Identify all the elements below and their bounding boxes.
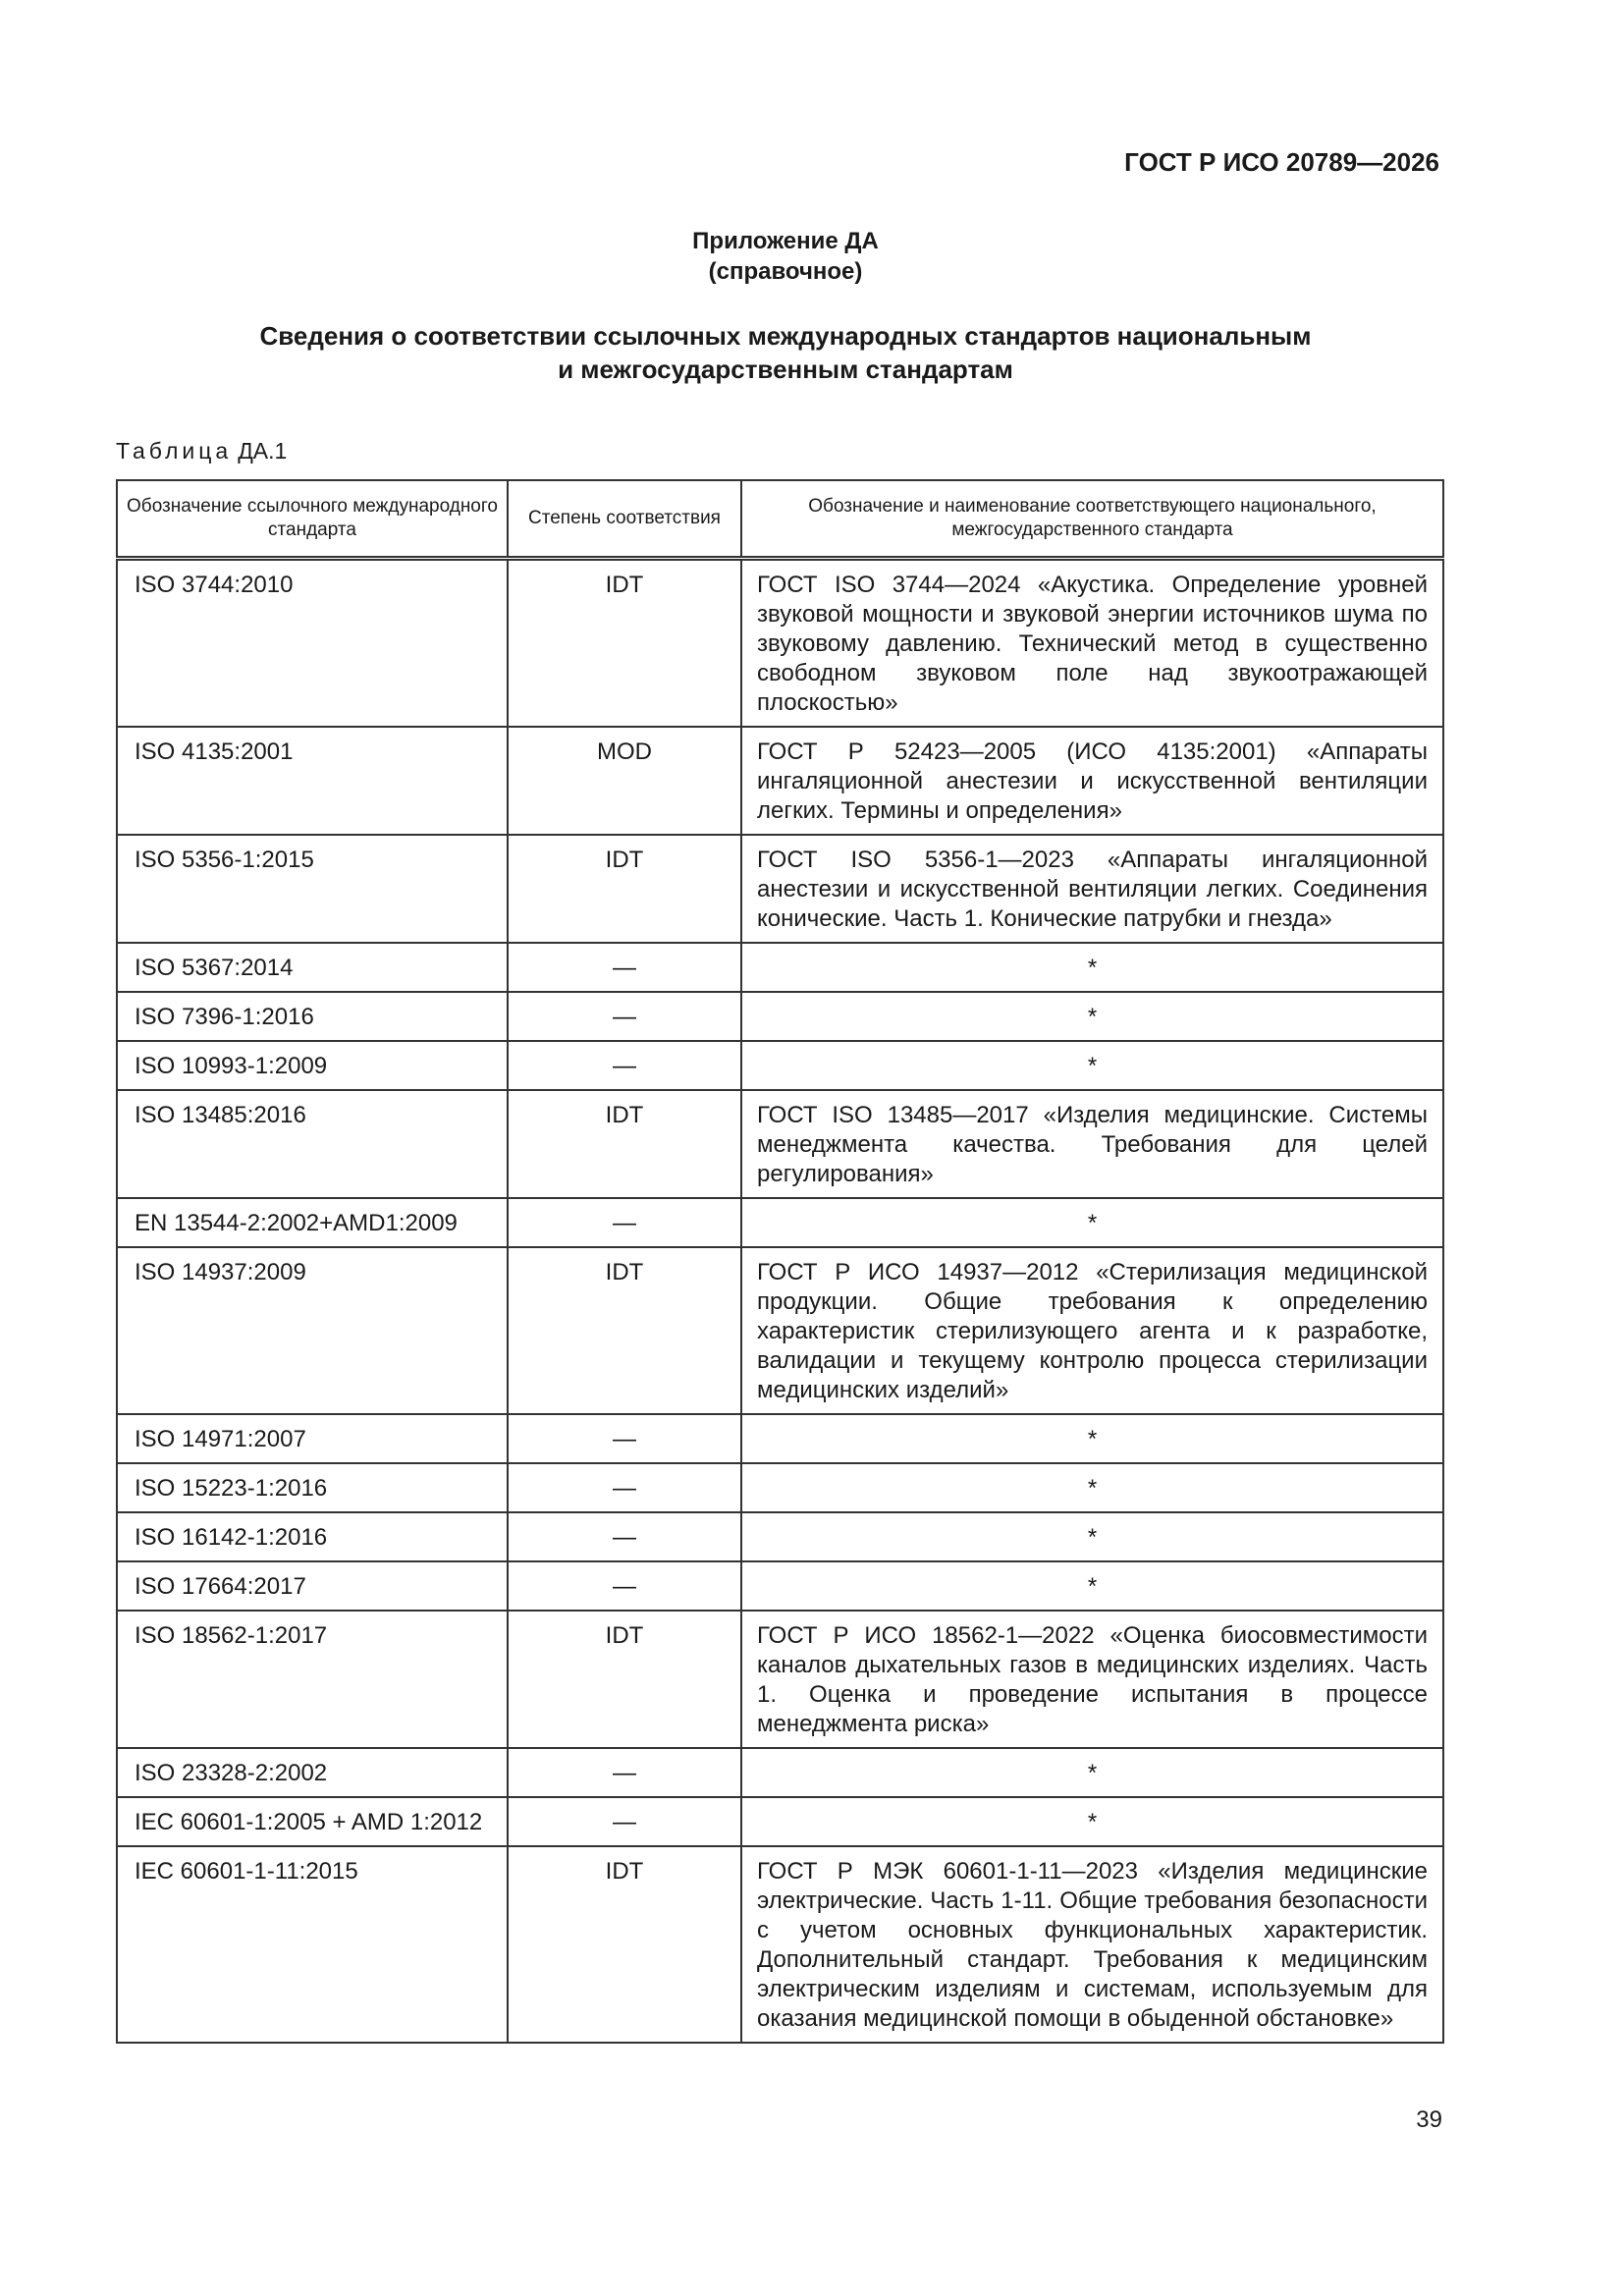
cell-national-standard: *	[741, 1797, 1443, 1846]
annex-header	[0, 226, 1571, 287]
cell-national-standard: ГОСТ ISO 5356-1—2023 «Аппараты ингаляционной анестезии и искусственной вентиляции легких. Соединения конические. Часть 1. Конические патрубки и гнезда»	[741, 835, 1443, 943]
cell-degree: —	[508, 1561, 741, 1611]
table-row	[117, 1090, 1443, 1198]
cell-intl-standard: ISO 15223-1:2016	[117, 1463, 508, 1512]
cell-national-standard: *	[741, 1748, 1443, 1797]
cell-intl-standard: ISO 18562-1:2017	[117, 1611, 508, 1748]
cell-national-standard: ГОСТ ISO 13485—2017 «Изделия медицинские. Системы менеджмента качества. Требования для целей регулирования»	[741, 1090, 1443, 1198]
cell-national-standard: *	[741, 1198, 1443, 1247]
cell-degree: —	[508, 992, 741, 1041]
table-body	[117, 559, 1443, 2044]
cell-degree: IDT	[508, 1611, 741, 1748]
table-row	[117, 727, 1443, 835]
cell-degree: IDT	[508, 559, 741, 728]
column-header-national: Обозначение и наименование соответствующего национального, межгосударственного стандарта	[741, 480, 1443, 559]
document-code: ГОСТ Р ИСО 20789—2026	[1124, 147, 1439, 177]
cell-intl-standard: ISO 5356-1:2015	[117, 835, 508, 943]
table-row	[117, 559, 1443, 728]
cell-national-standard: *	[741, 1463, 1443, 1512]
annex-subtitle: (справочное)	[708, 258, 863, 285]
table-row	[117, 1748, 1443, 1797]
annex-heading-line-2: и межгосударственным стандартам	[558, 355, 1013, 384]
cell-degree: —	[508, 943, 741, 992]
cell-degree: —	[508, 1797, 741, 1846]
cell-degree: IDT	[508, 1247, 741, 1414]
cell-degree: —	[508, 1041, 741, 1090]
annex-heading	[0, 319, 1571, 386]
standards-correspondence-table	[116, 479, 1444, 2044]
cell-intl-standard: ISO 14937:2009	[117, 1247, 508, 1414]
cell-national-standard: ГОСТ Р МЭК 60601-1-11—2023 «Изделия медицинские электрические. Часть 1-11. Общие требования безопасности с учетом основных функциональных характеристик. Дополнительный стандарт. Требования к медицинским электрическим изделиям и системам, используемым для оказания медицинской помощи в обыденной обстановке»	[741, 1846, 1443, 2043]
table-label	[116, 438, 287, 465]
cell-national-standard: *	[741, 992, 1443, 1041]
cell-intl-standard: ISO 10993-1:2009	[117, 1041, 508, 1090]
table-row	[117, 1247, 1443, 1414]
cell-degree: —	[508, 1198, 741, 1247]
cell-national-standard: *	[741, 1041, 1443, 1090]
cell-national-standard: *	[741, 1561, 1443, 1611]
page-number: 39	[1416, 2106, 1442, 2133]
table-row	[117, 1414, 1443, 1463]
column-header-degree: Степень соответствия	[508, 480, 741, 559]
cell-national-standard: *	[741, 1512, 1443, 1561]
cell-degree: IDT	[508, 1846, 741, 2043]
cell-degree: —	[508, 1414, 741, 1463]
cell-intl-standard: ISO 4135:2001	[117, 727, 508, 835]
table-row	[117, 1846, 1443, 2043]
table-row	[117, 992, 1443, 1041]
cell-intl-standard: IEC 60601-1:2005 + AMD 1:2012	[117, 1797, 508, 1846]
column-header-intl: Обозначение ссылочного международного стандарта	[117, 480, 508, 559]
table-row	[117, 1198, 1443, 1247]
table-row	[117, 1512, 1443, 1561]
table-label-word: Таблица	[116, 438, 233, 464]
cell-intl-standard: ISO 5367:2014	[117, 943, 508, 992]
annex-title: Приложение ДА	[692, 228, 879, 254]
cell-degree: —	[508, 1512, 741, 1561]
table-header-row	[117, 480, 1443, 559]
cell-national-standard: *	[741, 1414, 1443, 1463]
cell-intl-standard: ISO 14971:2007	[117, 1414, 508, 1463]
cell-degree: IDT	[508, 835, 741, 943]
cell-degree: —	[508, 1463, 741, 1512]
cell-intl-standard: ISO 17664:2017	[117, 1561, 508, 1611]
table-row	[117, 1611, 1443, 1748]
cell-national-standard: *	[741, 943, 1443, 992]
cell-national-standard: ГОСТ ISO 3744—2024 «Акустика. Определение уровней звуковой мощности и звуковой энергии источников шума по звуковому давлению. Технический метод в существенно свободном звуковом поле над звукоотражающей плоскостью»	[741, 559, 1443, 728]
cell-degree: MOD	[508, 727, 741, 835]
cell-intl-standard: ISO 23328-2:2002	[117, 1748, 508, 1797]
cell-national-standard: ГОСТ Р 52423—2005 (ИСО 4135:2001) «Аппараты ингаляционной анестезии и искусственной вентиляции легких. Термины и определения»	[741, 727, 1443, 835]
table-row	[117, 1041, 1443, 1090]
cell-intl-standard: EN 13544-2:2002+AMD1:2009	[117, 1198, 508, 1247]
table-row	[117, 1463, 1443, 1512]
table-row	[117, 943, 1443, 992]
table-row	[117, 1561, 1443, 1611]
cell-national-standard: ГОСТ Р ИСО 14937—2012 «Стерилизация медицинской продукции. Общие требования к определению характеристик стерилизующего агента и к разработке, валидации и текущему контролю процесса стерилизации медицинских изделий»	[741, 1247, 1443, 1414]
table-row	[117, 835, 1443, 943]
cell-intl-standard: ISO 3744:2010	[117, 559, 508, 728]
cell-intl-standard: IEC 60601-1-11:2015	[117, 1846, 508, 2043]
cell-intl-standard: ISO 16142-1:2016	[117, 1512, 508, 1561]
table-label-number: ДА.1	[238, 438, 288, 464]
cell-intl-standard: ISO 13485:2016	[117, 1090, 508, 1198]
annex-heading-line-1: Сведения о соответствии ссылочных международных стандартов национальным	[259, 321, 1312, 351]
table-row	[117, 1797, 1443, 1846]
cell-degree: —	[508, 1748, 741, 1797]
cell-intl-standard: ISO 7396-1:2016	[117, 992, 508, 1041]
cell-degree: IDT	[508, 1090, 741, 1198]
cell-national-standard: ГОСТ Р ИСО 18562-1—2022 «Оценка биосовместимости каналов дыхательных газов в медицинских изделиях. Часть 1. Оценка и проведение испытания в процессе менеджмента риска»	[741, 1611, 1443, 1748]
